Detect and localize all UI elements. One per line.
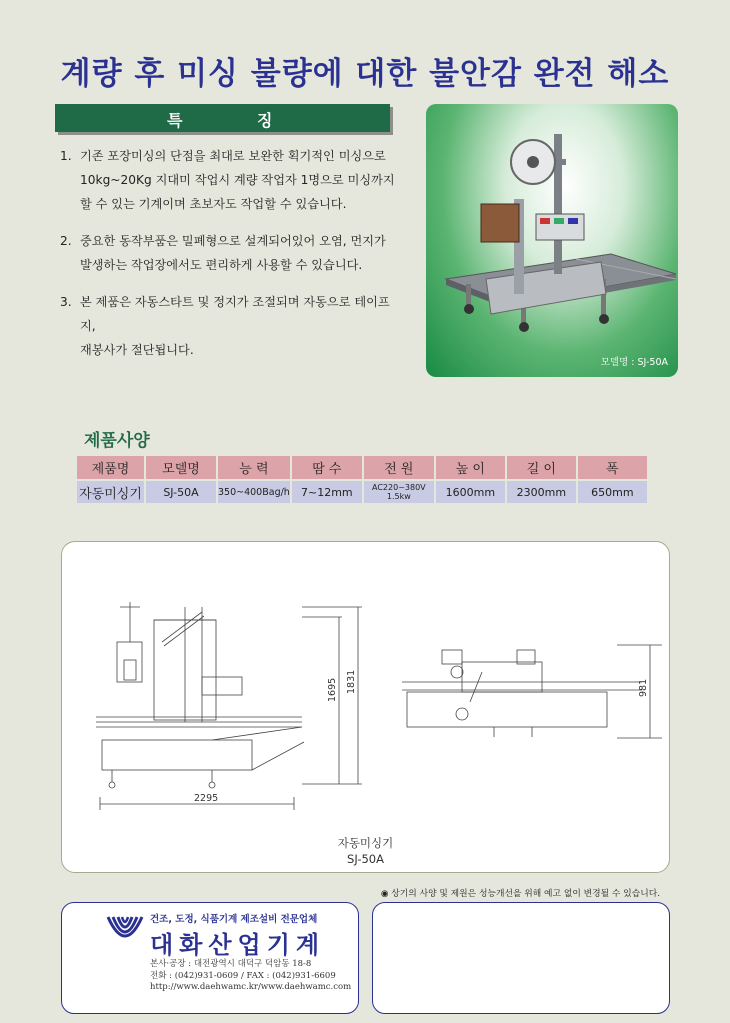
feature-text: 발생하는 작업장에서도 편리하게 사용할 수 있습니다. <box>80 258 363 272</box>
spec-cell: AC220~380V 1.5kw <box>364 481 434 503</box>
photo-caption: 모델명 : SJ-50A <box>600 357 668 368</box>
spec-cell: 650mm <box>578 481 647 503</box>
features-title-char-1: 특 <box>167 111 183 130</box>
company-name: 대화산업기계 <box>150 931 326 959</box>
drawing-caption <box>62 835 669 867</box>
technical-drawing <box>62 542 669 832</box>
spec-table <box>75 454 649 505</box>
company-logo-icon <box>106 915 144 951</box>
disclaimer-note: ◉ 상기의 사양 및 제원은 성능개선을 위해 예고 없이 변경될 수 있습니다. <box>380 889 660 899</box>
drawing-caption-line-1: 자동미싱기 <box>337 836 394 850</box>
spec-header-cell: 능 력 <box>218 456 290 479</box>
spec-header-cell: 땀 수 <box>292 456 362 479</box>
spec-header-cell: 제품명 <box>77 456 144 479</box>
company-contact <box>150 959 351 994</box>
features-list <box>60 144 405 375</box>
dim-height-2-label: 1831 <box>346 669 357 694</box>
spec-data-row <box>77 481 647 503</box>
spec-title: 제품사양 <box>84 431 150 451</box>
dim-height-1-label: 1695 <box>327 677 338 702</box>
side-view-drawing <box>402 650 642 737</box>
spec-header-cell: 모델명 <box>146 456 216 479</box>
feature-item <box>60 229 405 277</box>
spec-header-cell: 전 원 <box>364 456 434 479</box>
feature-text: 할 수 있는 기계이며 초보자도 작업할 수 있습니다. <box>80 197 347 211</box>
company-tagline: 건조, 도정, 식품기계 제조설비 전문업체 <box>150 914 318 925</box>
dim-width-label: 2295 <box>194 793 219 804</box>
feature-item <box>60 290 405 362</box>
spec-cell: SJ-50A <box>146 481 216 503</box>
drawing-caption-line-2: SJ-50A <box>347 852 384 866</box>
product-photo <box>426 104 678 377</box>
company-phone: 전화 : (042)931-0609 / FAX : (042)931-6609 <box>150 970 336 981</box>
sewing-machine-illustration <box>426 104 678 377</box>
spec-cell: 350~400Bag/h <box>218 481 290 503</box>
front-view-drawing <box>96 602 304 788</box>
feature-number: 3. <box>60 295 72 309</box>
dim-depth-label: 981 <box>638 678 649 697</box>
blank-card <box>372 902 670 1014</box>
page-headline: 계량 후 미싱 불량에 대한 불안감 완전 해소 <box>60 56 670 92</box>
feature-text: 재봉사가 절단됩니다. <box>80 343 194 357</box>
feature-text: 기존 포장미싱의 단점을 최대로 보완한 획기적인 미싱으로 <box>80 149 386 163</box>
spec-header-row <box>77 456 647 479</box>
company-website: http://www.daehwamc.kr/www.daehwamc.com <box>150 982 352 992</box>
feature-number: 1. <box>60 149 72 163</box>
feature-item <box>60 144 405 216</box>
spec-cell: 7~12mm <box>292 481 362 503</box>
spec-cell: 1600mm <box>436 481 505 503</box>
features-title-bar <box>55 104 390 132</box>
company-address: 본사·공장 : 대전광역시 대덕구 덕암동 18-8 <box>150 959 312 969</box>
spec-cell: 자동미싱기 <box>77 481 144 503</box>
spec-header-cell: 폭 <box>578 456 647 479</box>
feature-number: 2. <box>60 234 72 248</box>
feature-text: 중요한 동작부품은 밀폐형으로 설계되어있어 오염, 먼지가 <box>80 234 386 248</box>
feature-text: 10kg~20Kg 지대미 작업시 계량 작업자 1명으로 미싱까지 <box>80 173 395 187</box>
features-title-char-2: 징 <box>257 111 273 130</box>
spec-cell: 2300mm <box>507 481 576 503</box>
company-card <box>61 902 359 1014</box>
spec-header-cell: 높 이 <box>436 456 505 479</box>
technical-drawing-panel <box>61 541 670 873</box>
feature-text: 본 제품은 자동스타트 및 정지가 조절되며 자동으로 테이프지, <box>80 295 390 333</box>
spec-header-cell: 길 이 <box>507 456 576 479</box>
